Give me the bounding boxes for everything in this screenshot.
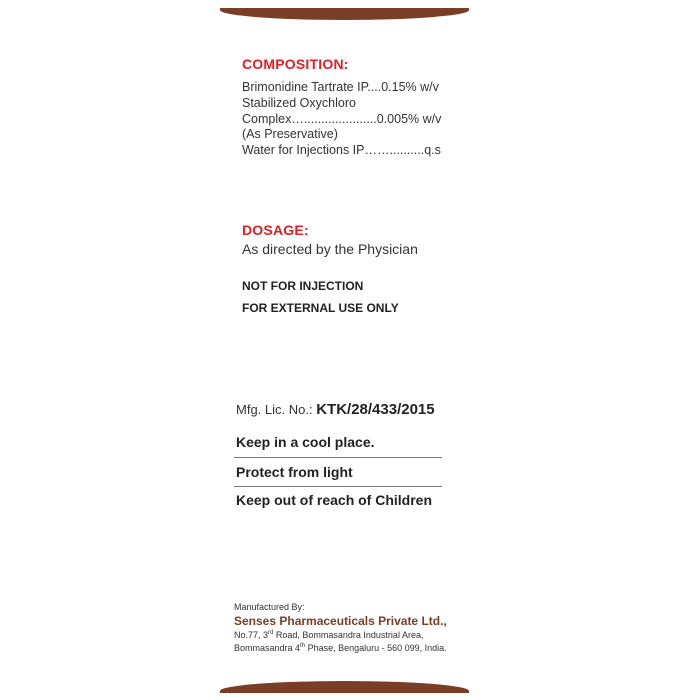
divider-1	[234, 457, 442, 458]
address-line-2-part-a: Bommasandra 4	[234, 643, 301, 653]
composition-line-1: Brimonidine Tartrate IP....0.15% w/v	[242, 80, 439, 94]
storage-protect-light: Protect from light	[236, 464, 353, 480]
license-number: KTK/28/433/2015	[316, 401, 435, 418]
manufacturer-name: Senses Pharmaceuticals Private Ltd.,	[234, 614, 447, 628]
address-line-1-part-a: No.77, 3	[234, 630, 269, 640]
divider-2	[234, 486, 442, 487]
address-line-2-part-b: Phase, Bengaluru - 560 099, India.	[305, 643, 447, 653]
address-line-1-part-b: Road, Bommasandra Industrial Area,	[273, 630, 424, 640]
composition-line-2: Stabilized Oxychloro	[242, 96, 356, 110]
composition-line-4: (As Preservative)	[242, 127, 338, 141]
label-panel	[220, 8, 469, 692]
warning-external-use: FOR EXTERNAL USE ONLY	[242, 301, 399, 315]
address-line-2	[234, 643, 447, 653]
dosage-text: As directed by the Physician	[242, 241, 418, 257]
composition-line-3: Complex….....................0.005% w/v	[242, 112, 442, 126]
warning-not-for-injection: NOT FOR INJECTION	[242, 279, 364, 293]
license-label: Mfg. Lic. No.:	[236, 402, 313, 417]
address-line-2-sup: th	[300, 643, 306, 649]
composition-line-5: Water for Injections IP……..........q.s	[242, 143, 441, 157]
manufactured-by-label: Manufactured By:	[234, 602, 305, 612]
composition-heading: COMPOSITION:	[242, 56, 349, 72]
address-line-1-sup: rd	[268, 630, 274, 636]
dosage-heading: DOSAGE:	[242, 222, 309, 238]
storage-cool-place: Keep in a cool place.	[236, 434, 375, 450]
license-line	[236, 401, 435, 418]
address-line-1	[234, 630, 423, 640]
storage-children: Keep out of reach of Children	[236, 492, 433, 508]
